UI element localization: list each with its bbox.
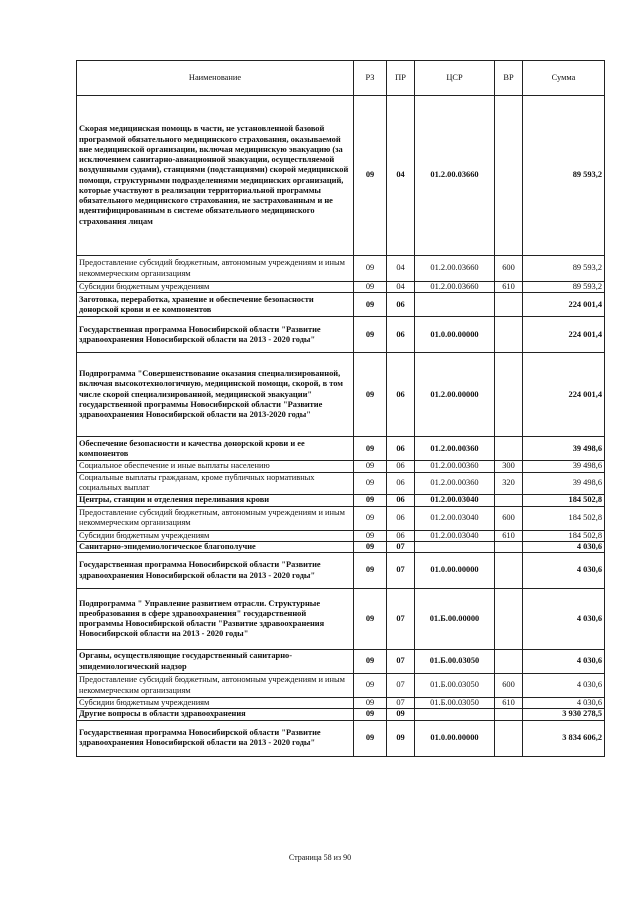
cell-vr	[495, 541, 523, 552]
cell-sum: 4 030,6	[523, 650, 605, 674]
header-sum: Сумма	[523, 61, 605, 96]
cell-sum: 4 030,6	[523, 674, 605, 698]
table-row	[77, 293, 605, 317]
cell-vr: 300	[495, 461, 523, 472]
cell-csr: 01.2.00.03660	[415, 256, 495, 282]
cell-name: Субсидии бюджетным учреждениям	[77, 530, 354, 541]
cell-csr: 01.0.00.00000	[415, 720, 495, 756]
cell-pr: 07	[387, 650, 415, 674]
cell-rz: 09	[354, 589, 387, 650]
table-row	[77, 353, 605, 437]
cell-pr: 04	[387, 282, 415, 293]
cell-name: Социальные выплаты гражданам, кроме публичных нормативных социальных выплат	[77, 472, 354, 494]
cell-name: Заготовка, переработка, хранение и обеспечение безопасности донорской крови и ее компонентов	[77, 293, 354, 317]
cell-sum: 224 001,4	[523, 317, 605, 353]
cell-pr: 04	[387, 256, 415, 282]
cell-pr: 06	[387, 494, 415, 506]
table-row	[77, 461, 605, 472]
cell-csr: 01.Б.00.03050	[415, 698, 495, 709]
cell-vr	[495, 553, 523, 589]
cell-sum: 224 001,4	[523, 293, 605, 317]
cell-rz: 09	[354, 709, 387, 720]
header-rz: РЗ	[354, 61, 387, 96]
cell-csr: 01.Б.00.03050	[415, 674, 495, 698]
cell-csr: 01.2.00.03040	[415, 530, 495, 541]
cell-vr	[495, 494, 523, 506]
cell-vr	[495, 293, 523, 317]
cell-rz: 09	[354, 96, 387, 256]
cell-pr: 07	[387, 674, 415, 698]
cell-vr	[495, 317, 523, 353]
cell-pr: 06	[387, 437, 415, 461]
cell-csr	[415, 293, 495, 317]
cell-sum: 39 498,6	[523, 437, 605, 461]
cell-name: Другие вопросы в области здравоохранения	[77, 709, 354, 720]
cell-sum: 39 498,6	[523, 472, 605, 494]
cell-rz: 09	[354, 256, 387, 282]
page-number: Страница 58 из 90	[288, 853, 352, 862]
cell-rz: 09	[354, 506, 387, 530]
table-row	[77, 256, 605, 282]
cell-pr: 09	[387, 709, 415, 720]
table-row	[77, 437, 605, 461]
table-row	[77, 541, 605, 552]
cell-sum: 4 030,6	[523, 541, 605, 552]
table-row	[77, 553, 605, 589]
cell-rz: 09	[354, 698, 387, 709]
cell-rz: 09	[354, 720, 387, 756]
cell-name: Санитарно-эпидемиологическое благополучие	[77, 541, 354, 552]
cell-pr: 09	[387, 720, 415, 756]
budget-table	[76, 60, 605, 757]
cell-vr: 610	[495, 282, 523, 293]
cell-csr: 01.0.00.00000	[415, 317, 495, 353]
cell-name: Обеспечение безопасности и качества донорской крови и ее компонентов	[77, 437, 354, 461]
cell-rz: 09	[354, 472, 387, 494]
cell-csr: 01.2.00.00000	[415, 353, 495, 437]
cell-vr	[495, 437, 523, 461]
cell-csr: 01.2.00.03660	[415, 282, 495, 293]
cell-rz: 09	[354, 674, 387, 698]
cell-pr: 06	[387, 353, 415, 437]
cell-csr: 01.Б.00.00000	[415, 589, 495, 650]
cell-pr: 07	[387, 698, 415, 709]
cell-sum: 184 502,8	[523, 494, 605, 506]
cell-name: Субсидии бюджетным учреждениям	[77, 698, 354, 709]
cell-vr	[495, 720, 523, 756]
cell-vr	[495, 589, 523, 650]
cell-vr	[495, 353, 523, 437]
cell-name: Социальное обеспечение и иные выплаты населению	[77, 461, 354, 472]
cell-pr: 07	[387, 541, 415, 552]
cell-vr	[495, 709, 523, 720]
table-row	[77, 530, 605, 541]
cell-name: Органы, осуществляющие государственный санитарно-эпидемиологический надзор	[77, 650, 354, 674]
cell-vr: 610	[495, 530, 523, 541]
cell-csr: 01.2.00.03040	[415, 494, 495, 506]
cell-sum: 4 030,6	[523, 698, 605, 709]
cell-name: Государственная программа Новосибирской области "Развитие здравоохранения Новосибирской области на 2013 - 2020 годы"	[77, 317, 354, 353]
cell-vr	[495, 650, 523, 674]
table-header-row	[77, 61, 605, 96]
table-row	[77, 96, 605, 256]
cell-rz: 09	[354, 293, 387, 317]
cell-pr: 06	[387, 317, 415, 353]
cell-pr: 06	[387, 530, 415, 541]
cell-sum: 89 593,2	[523, 282, 605, 293]
cell-rz: 09	[354, 494, 387, 506]
cell-name: Предоставление субсидий бюджетным, автономным учреждениям и иным некоммерческим организациям	[77, 674, 354, 698]
table-row	[77, 282, 605, 293]
cell-name: Государственная программа Новосибирской области "Развитие здравоохранения Новосибирской области на 2013 - 2020 годы"	[77, 553, 354, 589]
cell-pr: 04	[387, 96, 415, 256]
cell-csr	[415, 709, 495, 720]
table-row	[77, 674, 605, 698]
table-row	[77, 317, 605, 353]
cell-csr: 01.2.00.00360	[415, 472, 495, 494]
header-pr: ПР	[387, 61, 415, 96]
cell-vr: 600	[495, 506, 523, 530]
cell-pr: 06	[387, 293, 415, 317]
cell-vr: 600	[495, 256, 523, 282]
cell-pr: 06	[387, 506, 415, 530]
cell-csr: 01.2.00.03040	[415, 506, 495, 530]
cell-name: Субсидии бюджетным учреждениям	[77, 282, 354, 293]
cell-name: Предоставление субсидий бюджетным, автономным учреждениям и иным некоммерческим организациям	[77, 506, 354, 530]
cell-rz: 09	[354, 461, 387, 472]
table-row	[77, 494, 605, 506]
cell-rz: 09	[354, 317, 387, 353]
table-row	[77, 650, 605, 674]
cell-csr: 01.2.00.00360	[415, 461, 495, 472]
cell-rz: 09	[354, 282, 387, 293]
cell-csr: 01.Б.00.03050	[415, 650, 495, 674]
table-row	[77, 709, 605, 720]
cell-rz: 09	[354, 553, 387, 589]
header-name: Наименование	[77, 61, 354, 96]
header-vr: ВР	[495, 61, 523, 96]
cell-pr: 07	[387, 589, 415, 650]
cell-name: Подпрограмма " Управление развитием отрасли. Структурные преобразования в сфере здравоохранения" государственной программы Новосибирской области "Развитие здравоохранения Новосибирской области на 2013 - 2020 годы"	[77, 589, 354, 650]
cell-rz: 09	[354, 650, 387, 674]
cell-sum: 4 030,6	[523, 589, 605, 650]
table-row	[77, 589, 605, 650]
cell-sum: 3 834 606,2	[523, 720, 605, 756]
cell-rz: 09	[354, 437, 387, 461]
cell-name: Предоставление субсидий бюджетным, автономным учреждениям и иным некоммерческим организациям	[77, 256, 354, 282]
cell-sum: 89 593,2	[523, 256, 605, 282]
cell-name: Подпрограмма "Совершенствование оказания специализированной, включая высокотехнологичную, медицинской помощи, скорой, в том числе скорой специализированной, медицинской эвакуации" государственной программы Новосибирской области "Развитие здравоохранения Новосибирской области на 2013-2020 годы"	[77, 353, 354, 437]
cell-rz: 09	[354, 530, 387, 541]
cell-sum: 4 030,6	[523, 553, 605, 589]
table-row	[77, 720, 605, 756]
cell-vr: 320	[495, 472, 523, 494]
cell-csr	[415, 541, 495, 552]
cell-pr: 07	[387, 553, 415, 589]
cell-sum: 184 502,8	[523, 506, 605, 530]
table-row	[77, 698, 605, 709]
table-body	[77, 96, 605, 757]
cell-sum: 3 930 278,5	[523, 709, 605, 720]
cell-rz: 09	[354, 353, 387, 437]
table-row	[77, 506, 605, 530]
cell-vr: 610	[495, 698, 523, 709]
cell-sum: 89 593,2	[523, 96, 605, 256]
cell-csr: 01.2.00.03660	[415, 96, 495, 256]
cell-sum: 184 502,8	[523, 530, 605, 541]
cell-sum: 39 498,6	[523, 461, 605, 472]
cell-sum: 224 001,4	[523, 353, 605, 437]
cell-name: Центры, станции и отделения переливания крови	[77, 494, 354, 506]
cell-csr: 01.2.00.00360	[415, 437, 495, 461]
table-row	[77, 472, 605, 494]
cell-rz: 09	[354, 541, 387, 552]
cell-name: Государственная программа Новосибирской области "Развитие здравоохранения Новосибирской области на 2013 - 2020 годы"	[77, 720, 354, 756]
cell-csr: 01.0.00.00000	[415, 553, 495, 589]
cell-pr: 06	[387, 472, 415, 494]
cell-vr: 600	[495, 674, 523, 698]
header-csr: ЦСР	[415, 61, 495, 96]
cell-name: Скорая медицинская помощь в части, не установленной базовой программой обязательного медицинского страхования, оказываемой вне медицинской организации, включая медицинскую эвакуацию (за исключением санитарно-авиационной эвакуации, осуществляемой воздушными судами), станциями (подстанциями) скорой медицинской помощи, структурными подразделениями медицинских организаций, которые участвуют в реализации территориальной программы обязательного медицинского страхования, не застрахованным и не идентифицированным в системе обязательного медицинского страхования лицам	[77, 96, 354, 256]
cell-pr: 06	[387, 461, 415, 472]
cell-vr	[495, 96, 523, 256]
